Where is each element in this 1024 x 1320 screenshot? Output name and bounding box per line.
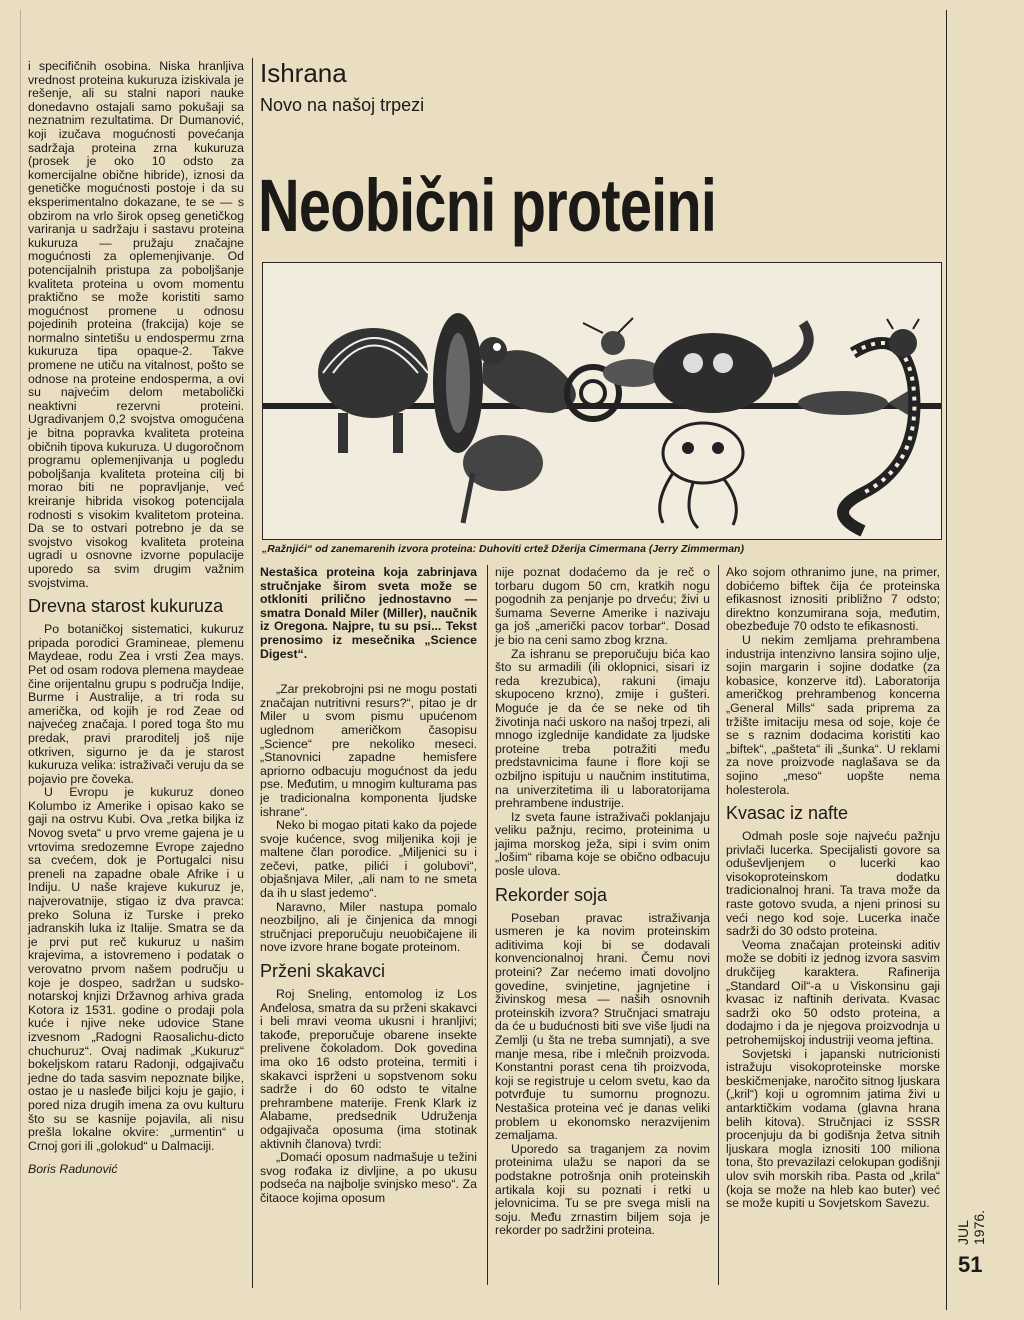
paragraph: i specifičnih osobina. Niska hranljiva vrednost proteina kukuruza iziskivala je rešenje, ali su stalni napori nauke donedavno ostajali samo pokušaji sa neznatnim rezultatima. Dr Dumanović, koji izučava mogućnosti povećanja sadržaja proteina zrna kukuruza (prosek je oko 10 odsto za komercijalne obične hibride), iznosi da genetičke mogućnosti postoje i da su eksperimentalno dokazane, te se — s obzirom na vrlo širok opseg genetičkog variranja u sadržaju i sastavu proteina kukuruza — pružaju značajne mogućnosti za oplemenjivanje. Od potencijalnih pristupa za poboljšanje kvaliteta proteina u ovom momentu praktično se može koristiti samo mogućnost promene u odnosu pojedinih proteina (frakcija) koje se normalno sintetišu u endospermu zrna kukuruza tipa opaque-2. Takve promene ne utiču na vitalnost, pošto se odnose na proteine endosperma, a ovi su najvećim delom metabolički neaktivni rezervni proteini. Ugradivanjem 0,2 svojstva omogućena je bitna popravka kvaliteta proteina običnih tipova kukuruza. U dugoročnom programu oplemenjivanja u pogledu poboljšanja kvaliteta proteina cilj bi morao biti ne popravljanje, već kreiranje hibrida visokog potencijala rodnosti s visokim kvalitetom proteina. Da se to ostvari potrebno je da se svojstvo visokog kvaliteta proteina ugradi u osnovne izvorne populacije uporedo sa svim drugim važnim svojstvima.	[28, 59, 245, 590]
raccoon-drawing	[653, 323, 809, 413]
paragraph: Uporedo sa traganjem za novim proteinima ulažu se napori da se podstakne potrošnja onih proteinskih artikala koji su poznati i retki u jelovnicima. Tu se pre svega misli na soju. Među zrnastim biljem soja je rekorder po sadržini proteina.	[495, 1141, 710, 1238]
paragraph: nije poznat dodaćemo da je reč o torbaru dugom 50 cm, kratkih nogu pogodnih za penjanje po drveću; živi u šumama Severne Amerike i nazivaju ga još „američki pacov torbar“. Dosad je bio na ceni samo zbog krzna.	[495, 565, 710, 647]
column-3	[495, 566, 710, 1238]
subheading-kvasac-iz-nafte: Kvasac iz nafte	[726, 803, 849, 824]
paragraph: Veoma značajan proteinski aditiv može se dobiti iz jednog izvora sasvim drukčijeg karaktera. Rafinerija „Standard Oil“-a u Viskonsinu gaji kvasac iz naftinih derivata. Kvasac sadrži oko 50 odsto proteina, a dodajmo i da je njegova proizvodnja u petrohemijskoj industriji veoma jeftina.	[726, 937, 940, 1047]
paragraph: Za ishranu se preporučuju bića kao što su armadili (ili oklopnici, sisari iz reda krezubica), rakuni (imaju skupoceno krzno), zmije i gušteri. Moguće je da će se neke od tih životinja naći uskoro na našoj trpezi, ali mnogo izglednije kandidate za ljudske proteine treba potražiti među predstavnicima faune i flore koji se ozbiljno ispituju u naučnim institutima, na univerzitetima ili u laboratorijama prehrambene industrije.	[495, 646, 710, 811]
armadillo-drawing	[318, 328, 428, 453]
page-edge-rule	[946, 10, 947, 1310]
lizard-drawing	[479, 337, 576, 413]
lead-paragraph: Nestašica proteina koja zabrinjava stručnjake širom sveta može se otkloniti prilično jednostavno — smatra Donald Miler (Miller), naučnik iz Oregona. Najpre, tu su psi... Tekst prenosimo iz mesečnika „Science Digest“.	[260, 565, 477, 661]
paragraph: „Domaći oposum nadmašuje u težini svog rođaka iz divljine, a po ukusu podseća na najbolje svinjsko meso“. Za čitaoce kojima oposum	[260, 1150, 477, 1205]
illustration	[262, 262, 942, 540]
snake-drawing	[843, 343, 914, 531]
page-edge-rule	[20, 10, 21, 1310]
beaver-drawing	[463, 435, 543, 523]
author-name: Boris Radunović	[28, 1162, 118, 1177]
fish-drawing	[798, 388, 913, 418]
headline: Neobični proteini	[258, 164, 717, 247]
issue-date: JUL 1976.	[955, 1209, 987, 1245]
section-label: Ishrana	[260, 58, 347, 88]
column-rule	[252, 58, 253, 1288]
small-creature-drawing	[887, 319, 919, 357]
round-shell-drawing	[433, 313, 483, 453]
paragraph: Roj Sneling, entomolog iz Los Anđelosa, smatra da su prženi skakavci i beli mravi veoma ukusni i hranljivi; takođe, preporučuje obarene insekte prelivene čokoladom. Dok govedina ima oko 16 odsto proteina, termiti i skakavci isprženi u sopstvenom soku sadrže i do 60 odsto te vitalne prehrambene materije. Frenk Klark iz Alabame, predsednik Udruženja odgajivača oposuma (ima stotinak aktivnih članova) tvrdi:	[260, 987, 477, 1151]
paragraph: U nekim zemljama prehrambena industrija intenzivno lansira sojino ulje, sojin margarin i sojine dodatke (za kobasice, konzerve itd). Laboratorija američkog prehrambenog koncerna „General Mills“ sada priprema za tržište imitaciju mesa od soje, koje će se s raznim dodacima koristiti kao „biftek“, „pašteta“ ili „šunka“. U reklami za nove proizvode naglašava se da sojino „meso“ uopšte nema holesterola.	[726, 632, 940, 797]
subheading-przeni-skakavci: Prženi skakavci	[260, 961, 386, 982]
paragraph: Sovjetski i japanski nutricionisti istražuju visokoproteinske morske beskičmenjake, naročito sitnog ljuskara („kril“) koji u ogromnim jatima živi u antarktičkim vodama (glavna hrana belih kitova). Stručnjaci iz SSSR procenjuju da bi godišnja žetva sitnih ljuskara mogla iznositi 100 miliona tona, što prevazilazi celokupan godišnji ulov svih morskih riba. Pasta od „krila“ (koja se može na hleb kao buter) već se može kupiti u Sovjetskom Savezu.	[726, 1046, 940, 1211]
paragraph: Poseban pravac istraživanja usmeren je ka novim proteinskim aditivima koji bi se dodavali konvencionalnoj hrani. Čemu novi proteini? Zar nećemo imati dovoljno govedine, svinjetine, jagnjetine i živinskog mesa — naših osnovnih proteinskih izvora? Stručnjaci smatraju da će u budućnosti biti sve više ljudi na Zemlji (u šta ne treba sumnjati), a sve manje mesa, ribe i mlečnih proizvoda. Konstantni porast cena tih proizvoda, koji se registruje u celom svetu, kao da potvrđuje tu sumornu prognozu. Nestašica proteina već je danas veliki problem u ekonomsko nerazvijenim zemaljama.	[495, 910, 710, 1143]
page-number: 51	[958, 1252, 983, 1277]
illustration-caption: „Ražnjići“ od zanemarenih izvora proteina: Duhoviti crtež Džerija Cimermana (Jerry Zimmerman)	[262, 543, 744, 555]
section-subtitle: Novo na našoj trpezi	[260, 95, 425, 115]
column-1	[28, 60, 244, 1177]
column-4	[726, 566, 940, 1211]
paragraph: Neko bi mogao pitati kako da pojede svoje kućence, svog miljenika koji je maltene član porodice. „Miljenici su i zečevi, patke, pilići i golubovi“, objašnjava Miler, „ali nam to ne smeta da ih u slast jedemo“.	[260, 818, 477, 901]
grasshopper-drawing	[583, 318, 663, 387]
paragraph: Iz sveta faune istraživači poklanjaju veliku pažnju, recimo, proteinima u jajima morskog ježa, sipi i svim onim „lošim“ ribama koje se obično odbacuju posle ulova.	[495, 809, 710, 879]
paragraph: „Zar prekobrojni psi ne mogu postati značajan nutritivni resurs?“, pitao je dr Miler u svom pismu upućenom uglednom američkom časopisu „Science“ pre nekoliko meseci. „Stanovnici zapadne hemisfere apriorno odbacuju mogućnost da jedu pse. Međutim, u mnogim kulturama pas je tradicionalna komponenta ljudske ishrane“.	[260, 682, 477, 819]
column-rule	[718, 565, 719, 1285]
paragraph: Ako sojom othranimo june, na primer, dobićemo biftek čija će proteinska efikasnost iznositi približno 7 odsto; direktno konzumirana soja, međutim, obezbeđuje 70 odsto te efikasnosti.	[726, 565, 940, 634]
paragraph: Naravno, Miler nastupa pomalo neozbiljno, ali je činjenica da mnogi stručnjaci preporučuju neuobičajene ili nove izvore hrane bogate proteinom.	[260, 899, 477, 955]
subheading-rekorder-soja: Rekorder soja	[495, 884, 608, 905]
paragraph: U Evropu je kukuruz doneo Kolumbo iz Amerike i opisao kako se gaji na ostrvu Kubi. Ova „retka biljka iz Novog sveta“ u prvo vreme gajena je u vrtovima sredozemne Evrope zajedno sa cvećem, dok je Portugalci nisu preneli na zapadne obale Afrike i u Indiju. U naše krajeve kukuruz je, najverovatnije, stigao iz dva pravca: preko Soluna iz Turske i preko jadranskih luka iz Italije. Smatra se da je prvi put reč kukuruz u našim krajevima, a istovremeno i podatak o verovatno prvom našem području u koje je dospeo, sadržan u sudsko-notarskoj knjizi Državnog arhiva grada Kotora iz 1531. godine o prodaji pola kuće i njive neke udovice Stane izvesnom „Radogni Raosalichu-dicto chuchuruz“. Ovaj nadimak „Kukuruz“ bokeljskom rataru Radonji, odgajivaču jedne do tada sasvim nepoznate biljke, ostao je u nasleđe biljci koju je gajio, i pored niza drugih imena za ovu kulturu što su se kasnije pojavila, ali nisu prešla lokalne okvire: „urmentin“ u Crnoj gori ili „golokud“ u Dalmaciji.	[28, 785, 244, 1153]
column-rule	[487, 565, 488, 1285]
paragraph: Odmah posle soje najveću pažnju privlači lucerka. Specijalisti govore sa oduševljenjem o lucerki kao visokoproteinskom dodatku tradicionalnoj hrani. Ta trava može da raste gotovo svuda, a njeni prinosi su veći nego kod soje. Lucerka inače sadrži do 30 odsto proteina.	[726, 829, 940, 939]
skewer-illustration	[263, 263, 941, 539]
paragraph: Po botaničkoj sistematici, kukuruz pripada porodici Gramineae, plemenu Maydeae, rodu Zea i vrsti Zea mays. Pet od osam rodova plemena maydeae čine orijentalnu grupu s područja Indije, Burme i Australije, a tri roda su američka, od kojih je rod Zeae od najvećeg značaja. I pored toga što mu predak, pravi praroditelj još nije otkriven, sigurno je da je starost kukuruza velika: istraživači veruju da se pojavio pre čoveka.	[28, 622, 244, 786]
column-2	[260, 566, 477, 1206]
octopus-drawing	[660, 423, 743, 528]
subheading-drevna-starost: Drevna starost kukuruza	[28, 596, 224, 617]
